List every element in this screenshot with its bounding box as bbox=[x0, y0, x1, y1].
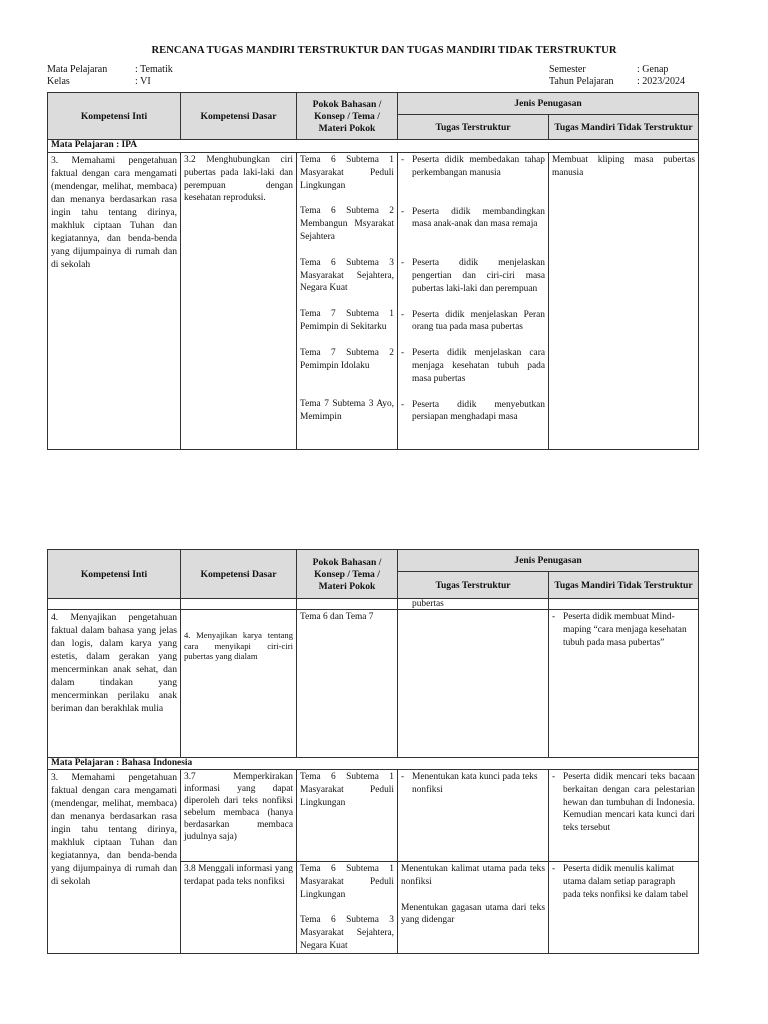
subject-label: Mata Pelajaran : Bahasa Indonesia bbox=[48, 758, 699, 770]
header-tugas-mandiri: Tugas Mandiri Tidak Terstruktur bbox=[549, 572, 699, 599]
meta-label: Tahun Pelajaran bbox=[549, 76, 614, 87]
document-title: RENCANA TUGAS MANDIRI TERSTRUKTUR DAN TUGAS MANDIRI TIDAK TERSTRUKTUR bbox=[151, 45, 617, 56]
header-pokok-bahasan: Pokok Bahasan / Konsep / Tema / Materi Pokok bbox=[297, 550, 398, 599]
list-item: - Peserta didik menyebutkan persiapan menghadapi masa bbox=[401, 399, 545, 423]
header-tugas-terstruktur: Tugas Terstruktur bbox=[398, 572, 549, 599]
list-item: - Peserta didik menjelaskan Peran orang tua pada masa pubertas bbox=[401, 309, 545, 333]
meta-value: : VI bbox=[135, 76, 151, 87]
meta-label: Kelas bbox=[47, 76, 70, 87]
header-jenis-penugasan: Jenis Penugasan bbox=[398, 550, 699, 572]
tugas-item: Menentukan gagasan utama dari teks yang didengar bbox=[401, 902, 545, 926]
ki-cell: 3. Memahami pengetahuan faktual dengan cara mengamati (mendengar, melihat, membaca) dan menanya berdasarkan rasa ingin tahu tentang dirinya, makhluk ciptaan Tuhan dan kegiatannya, dan benda-benda yang dijumpainya di rumah dan di sekolah bbox=[48, 770, 181, 954]
kd-cell: 4. Menyajikan karya tentang cara menyikapi ciri-ciri pubertas yang dialam bbox=[181, 610, 297, 758]
header-tugas-terstruktur: Tugas Terstruktur bbox=[398, 115, 549, 140]
assignment-table-ipa bbox=[47, 92, 699, 450]
header-kompetensi-inti: Kompetensi Inti bbox=[48, 550, 181, 599]
meta-right bbox=[549, 64, 685, 88]
mandiri-cell bbox=[549, 862, 699, 954]
tugas-cell bbox=[398, 153, 549, 450]
tugas-cell bbox=[398, 610, 549, 758]
pokok-item: Tema 7 Subtema 2 Pemimpin Idolaku bbox=[300, 347, 394, 371]
pokok-item: Tema 7 Subtema 1 Pemimpin di Sekitarku bbox=[300, 309, 394, 332]
pokok-cell bbox=[297, 862, 398, 954]
tugas-cell bbox=[398, 770, 549, 862]
tugas-cell bbox=[398, 862, 549, 954]
header-jenis-penugasan: Jenis Penugasan bbox=[398, 93, 699, 115]
meta-value: : Genap bbox=[637, 64, 669, 75]
tugas-item: Menentukan kalimat utama pada teks nonfiksi bbox=[401, 864, 545, 887]
ki-cell: 4. Menyajikan pengetahuan faktual dalam bahasa yang jelas dan logis, dalam karya yang estetis, dalam gerakan yang mencerminkan anak sehat, dan dalam tindakan yang mencerminkan perilaku anak beriman dan berakhlak mulia bbox=[48, 610, 181, 758]
kd-cell: 3.8 Menggali informasi yang terdapat pada teks nonfiksi bbox=[181, 862, 297, 954]
header-kompetensi-dasar: Kompetensi Dasar bbox=[181, 93, 297, 140]
pokok-item: Tema 6 Subtema 3 Masyarakat Sejahtera, Negara Kuat bbox=[300, 915, 394, 951]
subject-label: Mata Pelajaran : IPA bbox=[48, 140, 699, 153]
pokok-item: Tema 7 Subtema 3 Ayo, Memimpin bbox=[300, 399, 394, 423]
pokok-item: Tema 6 Subtema 1 Masyarakat Peduli Lingkungan bbox=[300, 155, 394, 191]
meta-value: : 2023/2024 bbox=[637, 76, 686, 87]
meta-left bbox=[47, 64, 173, 88]
pokok-cell: Tema 6 dan Tema 7 bbox=[297, 610, 398, 758]
pokok-cell: Tema 6 Subtema 1 Masyarakat Peduli Lingkungan bbox=[297, 770, 398, 862]
mandiri-cell bbox=[549, 610, 699, 758]
list-item: - Peserta didik membuat Mind-maping “cara menjaga kesehatan tubuh pada masa pubertas” bbox=[552, 612, 687, 648]
header-pokok-bahasan: Pokok Bahasan / Konsep / Tema / Materi Pokok bbox=[297, 93, 398, 140]
list-item: - Peserta didik menulis kalimat utama dalam setiap paragraph pada teks nonfiksi ke dalam tabel bbox=[552, 864, 689, 900]
list-item: - Menentukan kata kunci pada teks nonfiksi bbox=[401, 772, 538, 795]
pokok-item: Tema 6 Subtema 1 Masyarakat Peduli Lingkungan bbox=[300, 864, 394, 900]
ki-cell: 3. Memahami pengetahuan faktual dengan cara mengamati (mendengar, melihat, membaca) dan menanya berdasarkan rasa ingin tahu tentang dirinya, makhluk ciptaan Tuhan dan kegiatannya, dan benda-benda yang dijumpainya di rumah dan di sekolah bbox=[48, 153, 181, 450]
list-item: - Peserta didik menjelaskan cara menjaga kesehatan tubuh pada masa pubertas bbox=[401, 348, 545, 384]
pokok-cell bbox=[297, 153, 398, 450]
header-kompetensi-inti: Kompetensi Inti bbox=[48, 93, 181, 140]
meta-value: : Tematik bbox=[135, 64, 173, 75]
pokok-item: Tema 6 Subtema 2 Membangun Msyarakat Sejahtera bbox=[300, 206, 394, 242]
kd-cell: 3.7 Memperkirakan informasi yang dapat diperoleh dari teks nonfiksi sebelum membaca (hanya berdasarkan membaca judulnya saja) bbox=[181, 770, 297, 862]
mandiri-cell bbox=[549, 770, 699, 862]
header-tugas-mandiri: Tugas Mandiri Tidak Terstruktur bbox=[549, 115, 699, 140]
pokok-item: Tema 6 Subtema 3 Masyarakat Sejahtera, Negara Kuat bbox=[300, 257, 394, 294]
assignment-table-continued bbox=[47, 549, 699, 954]
list-item: - Peserta didik mencari teks bacaan berkaitan dengan cara pelestarian hewan dan tumbuhan di Indonesia. Kemudian mencari kata kunci dari teks tersebut bbox=[552, 772, 695, 834]
list-item: - Peserta didik membedakan tahap perkembangan manusia bbox=[401, 155, 545, 178]
kd-cell: 3.2 Menghubungkan ciri pubertas pada laki-laki dan perempuan dengan kesehatan reproduksi. bbox=[181, 153, 297, 450]
mandiri-cell: Membuat kliping masa pubertas manusia bbox=[549, 153, 699, 450]
meta-label: Semester bbox=[549, 64, 586, 75]
list-item: - Peserta didik membandingkan masa anak-anak dan masa remaja bbox=[401, 206, 545, 230]
header-kompetensi-dasar: Kompetensi Dasar bbox=[181, 550, 297, 599]
meta-label: Mata Pelajaran bbox=[47, 64, 108, 75]
tugas-continued: pubertas bbox=[398, 599, 549, 610]
list-item: - Peserta didik menjelaskan pengertian dan ciri-ciri masa pubertas laki-laki dan perempuan bbox=[401, 258, 545, 294]
